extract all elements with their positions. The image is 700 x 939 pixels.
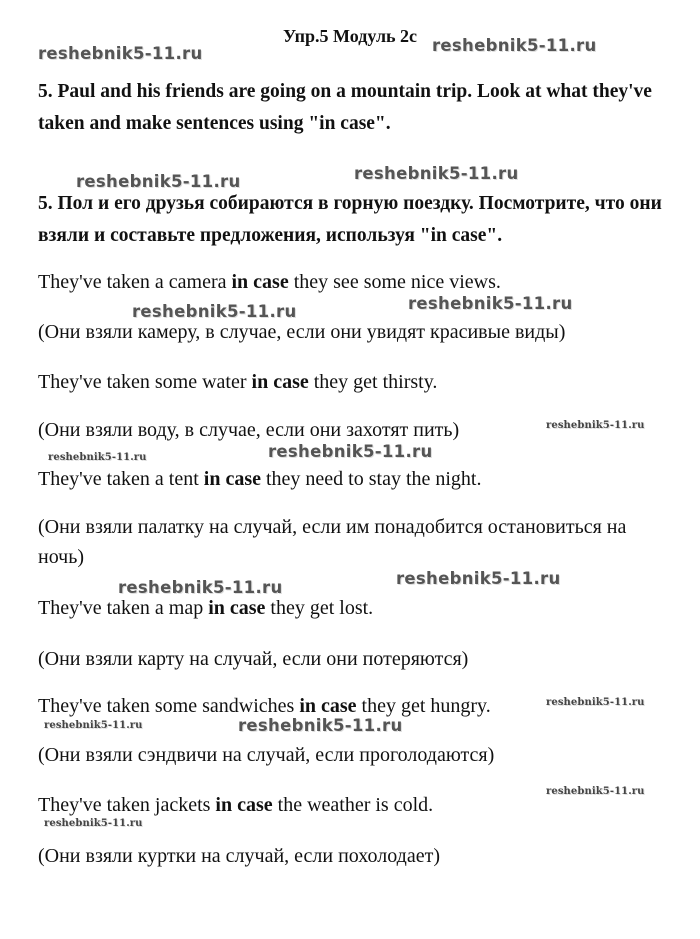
watermark: reshebnik5-11.ru	[44, 720, 143, 731]
sentence-start: They've taken a map	[38, 597, 209, 619]
sentence-end: the weather is cold.	[272, 794, 434, 816]
watermark: reshebnik5-11.ru	[38, 44, 203, 63]
task-instruction-en: 5. Paul and his friends are going on a mountain trip. Look at what they've taken and make sentences using "in case".	[38, 81, 652, 134]
sentence-end: they get hungry.	[356, 695, 491, 717]
watermark: reshebnik5-11.ru	[546, 697, 645, 708]
key-phrase: in case	[215, 794, 273, 816]
watermark: reshebnik5-11.ru	[354, 164, 519, 183]
watermark: reshebnik5-11.ru	[76, 172, 241, 191]
sentence-start: They've taken some sandwiches	[38, 695, 300, 717]
key-phrase: in case	[208, 597, 266, 619]
key-phrase: in case	[231, 271, 289, 293]
watermark: reshebnik5-11.ru	[268, 442, 433, 461]
page-title: Упр.5 Модуль 2с	[282, 26, 418, 46]
sentence-start: They've taken a tent	[38, 468, 204, 490]
key-phrase: in case	[203, 468, 261, 490]
answer-translation-5: (Они взяли сэндвичи на случай, если проголодаются)	[38, 744, 495, 766]
watermark: reshebnik5-11.ru	[44, 818, 143, 829]
sentence-end: they see some nice views.	[288, 271, 501, 293]
answer-sentence-2	[38, 368, 678, 396]
answer-translation-4: (Они взяли карту на случай, если они потеряются)	[38, 648, 469, 670]
answer-sentence-3	[38, 465, 678, 493]
answer-translation-6: (Они взяли куртки на случай, если похолодает)	[38, 845, 440, 867]
sentence-end: they get thirsty.	[308, 371, 438, 393]
watermark: reshebnik5-11.ru	[396, 569, 561, 588]
key-phrase: in case	[299, 695, 357, 717]
key-phrase: in case	[251, 371, 309, 393]
watermark: reshebnik5-11.ru	[408, 294, 573, 313]
answer-translation-3: (Они взяли палатку на случай, если им понадобится остановиться на ночь)	[38, 516, 627, 568]
answer-translation-1: (Они взяли камеру, в случае, если они увидят красивые виды)	[38, 321, 566, 343]
watermark: reshebnik5-11.ru	[546, 420, 645, 431]
answer-translation-2: (Они взяли воду, в случае, если они захотят пить)	[38, 419, 460, 441]
answer-sentence-4	[38, 594, 678, 622]
watermark: reshebnik5-11.ru	[432, 36, 597, 55]
watermark: reshebnik5-11.ru	[118, 578, 283, 597]
sentence-end: they get lost.	[265, 597, 374, 619]
watermark: reshebnik5-11.ru	[132, 302, 297, 321]
sentence-start: They've taken some water	[38, 371, 252, 393]
watermark: reshebnik5-11.ru	[546, 786, 645, 797]
sentence-start: They've taken jackets	[38, 794, 216, 816]
sentence-end: they need to stay the night.	[260, 468, 482, 490]
answer-sentence-1	[38, 268, 678, 296]
sentence-start: They've taken a camera	[38, 271, 232, 293]
watermark: reshebnik5-11.ru	[48, 452, 147, 463]
watermark: reshebnik5-11.ru	[238, 716, 403, 735]
task-instruction-ru: 5. Пол и его друзья собираются в горную поездку. Посмотрите, что они взяли и составьте предложения, используя "in case".	[38, 193, 662, 246]
